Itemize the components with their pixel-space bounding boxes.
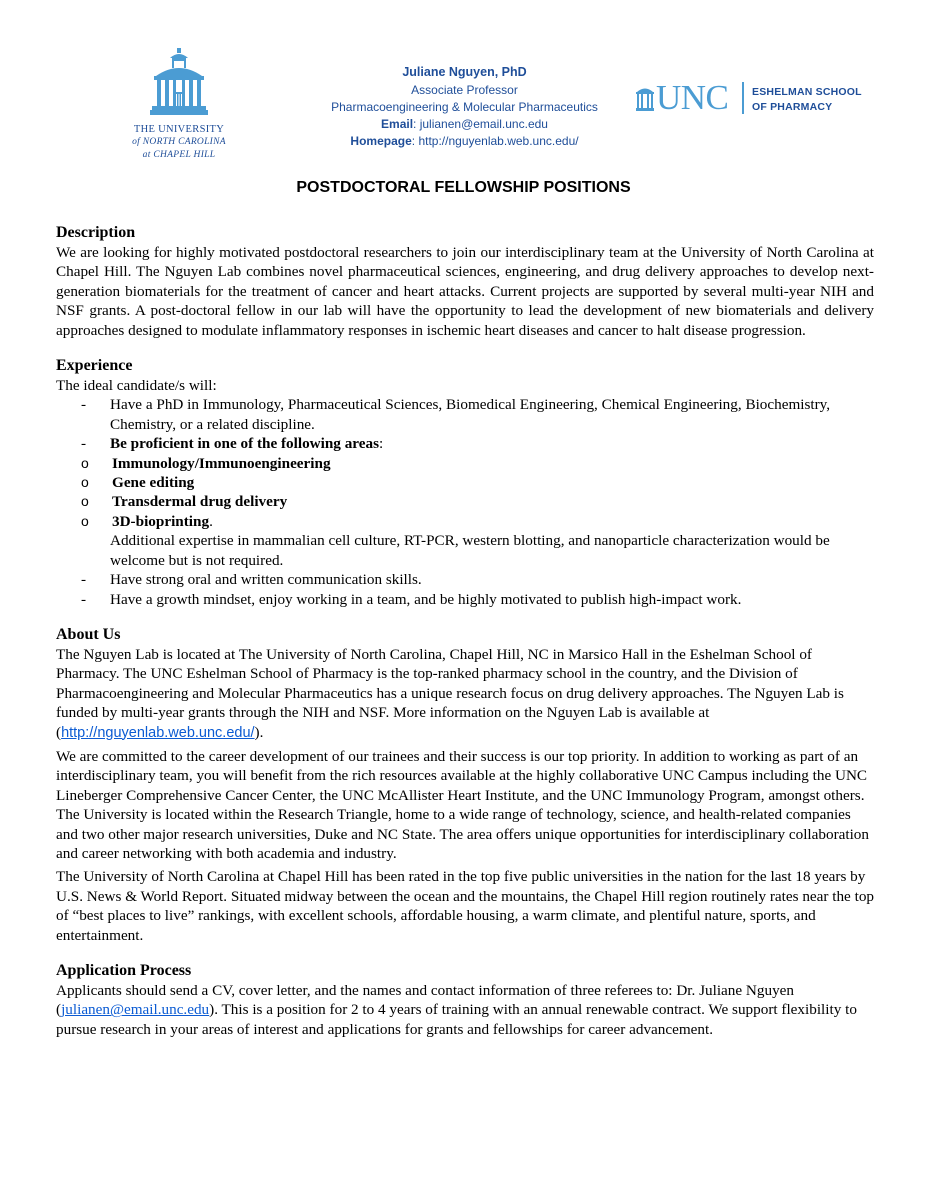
additional-expertise: Additional expertise in mammalian cell culture, RT-PCR, western blotting, and nanoparticle characterization would be welcome but is not required. [110, 532, 830, 569]
contact-block [292, 62, 637, 150]
experience-item-mindset: Have a growth mindset, enjoy working in a team, and be highly motivated to publish high-impact work. [110, 590, 742, 608]
experience-item-communication: Have strong oral and written communication skills. [110, 571, 422, 589]
experience-section [56, 356, 874, 609]
list-item [56, 434, 874, 570]
area-item [56, 512, 874, 531]
description-heading: Description [56, 224, 136, 241]
about-heading: About Us [56, 625, 121, 643]
area-item: o Immunology/Immunoengineering [56, 454, 874, 473]
author-name: Juliane Nguyen, PhD [402, 65, 527, 79]
about-p1-text: The Nguyen Lab is located at The University of North Carolina, Chapel Hill, NC in Marsico Hall in the Eshelman School of Pharmacy. The UNC Eshelman School of Pharmacy is the top-ranked pharmacy school in the country, and the Division of Pharmacoengineering and Molecular Pharmaceutics has a unique research focus on drug delivery approaches. The Nguyen Lab is funded by multi-year grants through the NIH and NSF. More information on the Nguyen Lab is available at ( [56, 645, 844, 741]
unc-wordmark: UNC [656, 78, 729, 117]
experience-item-phd: Have a PhD in Immunology, Pharmaceutical Sciences, Biomedical Engineering, Chemical Engineering, Biochemistry, Chemistry, or a related discipline. [110, 396, 831, 433]
school-name-line2: OF PHARMACY [752, 101, 833, 113]
area-item: o Transdermal drug delivery [56, 492, 874, 511]
logo-divider [742, 82, 744, 114]
university-name-line1: THE UNIVERSITY [133, 124, 225, 135]
list-item [56, 590, 874, 609]
unc-eshelman-logo [636, 80, 876, 116]
area-item-period: . [209, 512, 213, 530]
about-paragraph-2: We are committed to the career development of our trainees and their success is our top priority. In addition to working as part of an interdisciplinary team, you will benefit from the rich resources available at the highly collaborative UNC Campus including the UNC Lineberger Comprehensive Cancer Center, the UNC McAllister Heart Institute, and the UNC Immunology Program, amongst others. The University is located within the Research Triangle, home to a wide range of technology, science, and health-related companies and two other major research universities, Duke and NC State. The area offers unique opportunities for interdisciplinary collaboration and career networking with both academia and industry. [56, 747, 869, 862]
university-name-line3: at CHAPEL HILL [142, 150, 216, 160]
university-name-line2: of NORTH CAROLINA [132, 137, 226, 147]
area-item-text: 3D-bioprinting [112, 512, 210, 530]
email-value[interactable]: julianen@email.unc.edu [419, 117, 548, 131]
description-text: We are looking for highly motivated postdoctoral researchers to join our interdisciplinary team at the University of North Carolina at Chapel Hill. The Nguyen Lab combines novel pharmaceutical sciences, engineering, and drug delivery approaches to develop next-generation biomaterials for the treatment of cancer and heart attacks. Current projects are supported by several multi-year NIH and NSF grants. A post-doctoral fellow in our lab will have the opportunity to lead the development of new biomaterials and delivery approaches designed to modulate inflammatory responses in ischemic heart diseases and cancer to halt disease progression. [56, 244, 874, 339]
experience-item-proficient: Be proficient in one of the following areas [110, 435, 379, 453]
author-title: Associate Professor [411, 83, 518, 97]
document-body [56, 223, 874, 1055]
list-item [56, 570, 874, 589]
school-name [752, 85, 862, 115]
author-department: Pharmacoengineering & Molecular Pharmaceutics [331, 100, 598, 114]
unc-chapel-hill-logo [120, 48, 238, 162]
school-name-line1: ESHELMAN SCHOOL [752, 86, 862, 98]
about-paragraph-3: The University of North Carolina at Chapel Hill has been rated in the top five public universities in the nation for the last 18 years by U.S. News & World Report. Situated midway between the ocean and the mountains, the Chapel Hill region routinely rates near the top of “best places to live” rankings, with excellent schools, affordable housing, a warm climate, and plentiful nature, sports, and entertainment. [56, 868, 875, 944]
application-text-after: ). This is a position for 2 to 4 years of training with an annual renewable contract. We support flexibility to pursue research in your areas of interest and applications for grants and fellowships for career advancement. [56, 1001, 857, 1038]
page-title: POSTDOCTORAL FELLOWSHIP POSITIONS [296, 179, 631, 196]
old-well-mini-icon [636, 85, 654, 113]
application-text [56, 981, 874, 1039]
description-section [56, 223, 874, 340]
area-item: o Gene editing [56, 473, 874, 492]
email-line: Email: julianen@email.unc.edu [381, 117, 548, 131]
homepage-line: Homepage: http://nguyenlab.web.unc.edu/ [350, 134, 579, 148]
email-label: Email [381, 117, 414, 131]
old-well-icon [150, 48, 208, 116]
experience-item-colon: : [379, 435, 384, 453]
about-paragraph-1 [56, 645, 874, 743]
experience-intro: The ideal candidate/s will: [56, 377, 217, 395]
homepage-label: Homepage [350, 134, 412, 148]
lab-website-link[interactable]: http://nguyenlab.web.unc.edu/ [61, 724, 255, 741]
application-heading: Application Process [56, 962, 192, 979]
application-text-before: Applicants should send a CV, cover letter, and the names and contact information of three referees to: Dr. Juliane Nguyen ( [56, 982, 795, 1019]
application-section [56, 961, 874, 1039]
list-item [56, 395, 874, 434]
about-p1-end: ). [254, 723, 264, 741]
experience-list [56, 395, 874, 608]
application-email-link[interactable]: julianen@email.unc.edu [61, 1001, 210, 1019]
experience-heading: Experience [56, 357, 133, 375]
areas-list [56, 454, 874, 532]
about-section [56, 625, 874, 945]
homepage-value[interactable]: http://nguyenlab.web.unc.edu/ [418, 134, 579, 148]
